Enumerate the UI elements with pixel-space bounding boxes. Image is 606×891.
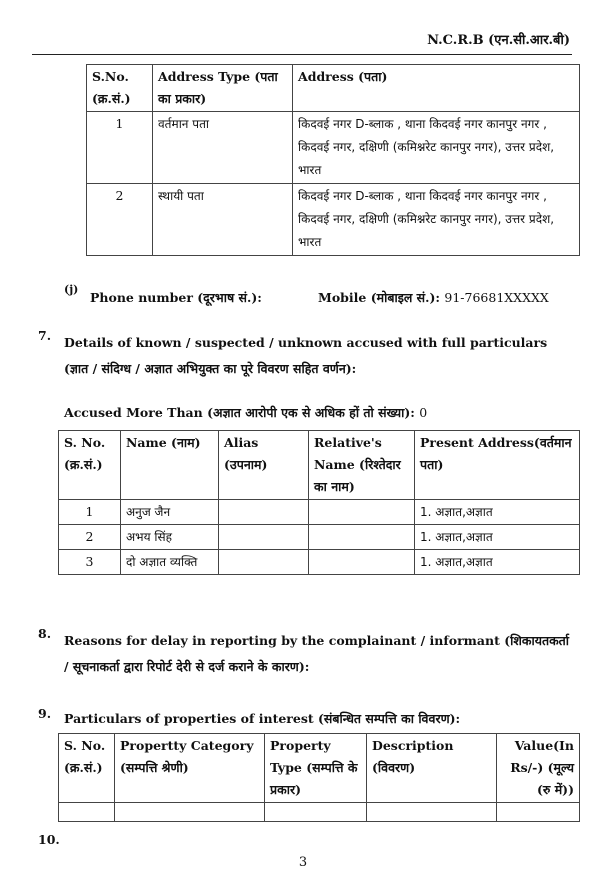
page-number: 3 xyxy=(298,855,308,870)
col-address-type: Address Type (पता का प्रकार) xyxy=(153,65,293,112)
col-property-type: Property Type (सम्पत्ति के प्रकार) xyxy=(265,734,367,803)
ncrb-header: N.C.R.B (एन.सी.आर.बी) xyxy=(427,33,570,48)
row-sno: 3 xyxy=(59,550,121,575)
row-relative xyxy=(309,500,415,525)
mobile-label: Mobile (मोबाइल सं.): xyxy=(318,290,441,305)
row-address-type: स्थायी पता xyxy=(153,184,293,256)
section-10-number: 10. xyxy=(38,832,60,847)
row-sno: 1 xyxy=(59,500,121,525)
row-relative xyxy=(309,550,415,575)
row-name: अनुज जैन xyxy=(121,500,219,525)
row-address: 1. अज्ञात,अज्ञात xyxy=(415,500,580,525)
accused-table xyxy=(58,430,580,575)
section-7-number: 7. xyxy=(38,328,52,343)
col-sno: S.No. (क्र.सं.) xyxy=(87,65,153,112)
row-name: अभय सिंह xyxy=(121,525,219,550)
address-table-header xyxy=(87,65,580,112)
empty-cell xyxy=(367,803,497,822)
empty-cell xyxy=(59,803,115,822)
mobile-value: 91-76681XXXXX xyxy=(444,290,549,305)
accused-table-header xyxy=(59,431,580,500)
accused-label: Accused More Than (अज्ञात आरोपी एक से अधिक हों तो संख्या): xyxy=(64,405,415,420)
section-8-number: 8. xyxy=(38,626,52,641)
section-9-number: 9. xyxy=(38,706,52,721)
row-alias xyxy=(219,550,309,575)
row-sno: 2 xyxy=(59,525,121,550)
col-relative-name: Relative's Name (रिश्तेदार का नाम) xyxy=(309,431,415,500)
row-sno: 2 xyxy=(87,184,153,256)
col-alias: Alias (उपनाम) xyxy=(219,431,309,500)
col-address: Address (पता) xyxy=(293,65,580,112)
row-alias xyxy=(219,500,309,525)
empty-cell xyxy=(115,803,265,822)
col-sno: S. No. (क्र.सं.) xyxy=(59,734,115,803)
row-address: 1. अज्ञात,अज्ञात xyxy=(415,525,580,550)
row-sno: 1 xyxy=(87,112,153,184)
empty-cell xyxy=(497,803,580,822)
property-table xyxy=(58,733,580,822)
table-row xyxy=(59,550,580,575)
section-7-title: Details of known / suspected / unknown accused with full particulars (ज्ञात / संदिग्ध / अज्ञात अभियुक्त का पूरे विवरण सहित वर्णन): xyxy=(64,335,548,376)
col-value: Value(In Rs/-) (मूल्य (रु में)) xyxy=(497,734,580,803)
section-8-title: Reasons for delay in reporting by the complainant / informant (शिकायतकर्ता / सूचनाकर्ता द्वारा रिपोर्ट देरी से दर्ज कराने के कारण): xyxy=(64,633,570,674)
table-row xyxy=(87,184,580,256)
address-table xyxy=(86,64,580,256)
col-property-category: Propertty Category (सम्पत्ति श्रेणी) xyxy=(115,734,265,803)
empty-cell xyxy=(265,803,367,822)
row-address-type: वर्तमान पता xyxy=(153,112,293,184)
phone-label: Phone number (दूरभाष सं.): xyxy=(90,290,262,305)
phone-marker: (j) xyxy=(64,283,79,296)
property-table-header xyxy=(59,734,580,803)
section-9-title: Particulars of properties of interest (संबन्धित सम्पत्ति का विवरण): xyxy=(64,711,461,726)
table-row xyxy=(87,112,580,184)
col-sno: S. No. (क्र.सं.) xyxy=(59,431,121,500)
table-row xyxy=(59,803,580,822)
mobile-field xyxy=(318,289,549,306)
row-address: 1. अज्ञात,अज्ञात xyxy=(415,550,580,575)
row-address: किदवई नगर D-ब्लाक , थाना किदवई नगर कानपुर नगर , किदवई नगर, दक्षिणी (कमिश्नरेट कानपुर नगर), उत्तर प्रदेश, भारत xyxy=(293,112,580,184)
row-alias xyxy=(219,525,309,550)
row-relative xyxy=(309,525,415,550)
col-description: Description (विवरण) xyxy=(367,734,497,803)
col-name: Name (नाम) xyxy=(121,431,219,500)
table-row xyxy=(59,500,580,525)
accused-value: 0 xyxy=(419,405,428,420)
row-name: दो अज्ञात व्यक्ति xyxy=(121,550,219,575)
header-rule xyxy=(32,54,572,55)
col-present-address: Present Address(वर्तमान पता) xyxy=(415,431,580,500)
table-row xyxy=(59,525,580,550)
accused-count xyxy=(64,404,427,421)
row-address: किदवई नगर D-ब्लाक , थाना किदवई नगर कानपुर नगर , किदवई नगर, दक्षिणी (कमिश्नरेट कानपुर नगर), उत्तर प्रदेश, भारत xyxy=(293,184,580,256)
